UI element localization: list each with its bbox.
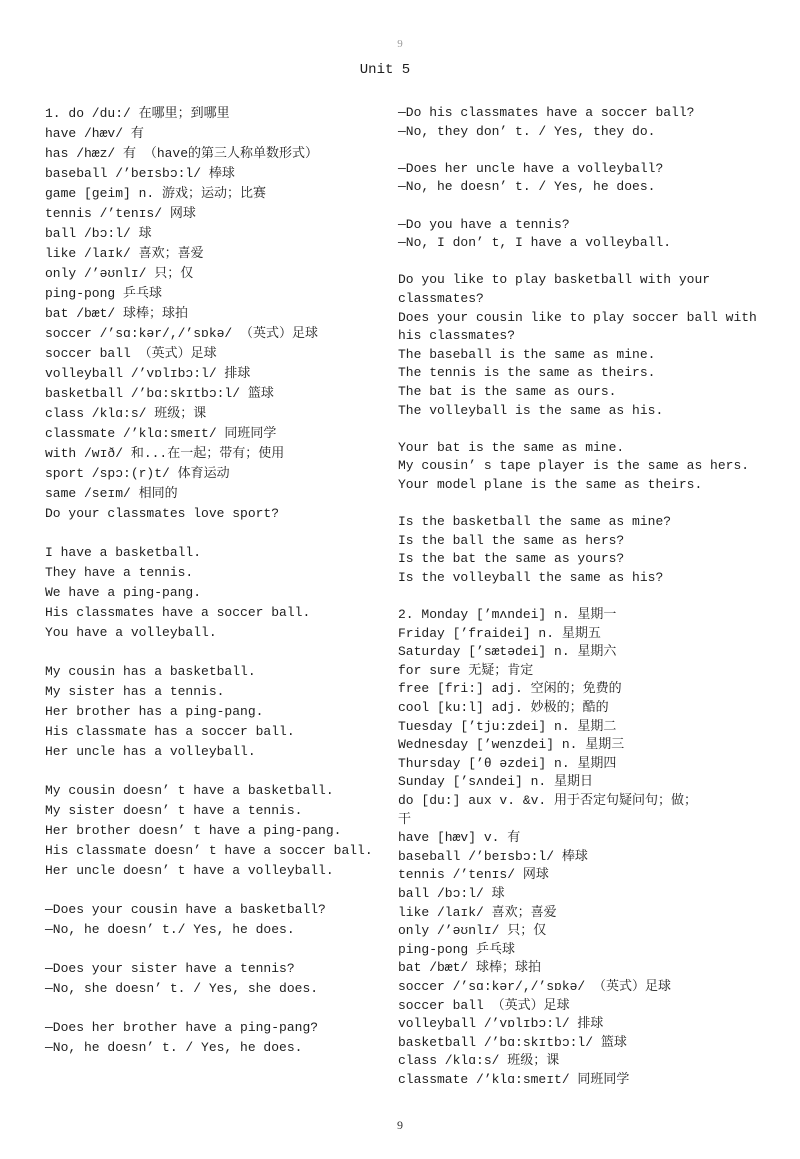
text-line: have /hæv/ 有 — [45, 126, 144, 141]
right-column — [398, 104, 757, 1089]
text-line: ping-pong 乒乓球 — [398, 941, 516, 957]
page-number-bottom: 9 — [397, 1118, 403, 1132]
text-line: Friday [’fraidei] n. 星期五 — [398, 625, 601, 641]
blank-gap — [398, 253, 738, 272]
blank-gap — [45, 762, 395, 781]
text-line: baseball /’beɪsbɔ:l/ 棒球 — [398, 848, 588, 864]
text-line: Is the ball the same as hers? — [398, 532, 625, 548]
text-line: soccer /’sɑ:kər/,/’sɒkə/ （英式）足球 — [45, 326, 319, 341]
text-line: basketball /’bɑ:skɪtbɔ:l/ 篮球 — [398, 1034, 627, 1050]
text-line: class /klɑ:s/ 班级；课 — [398, 1053, 560, 1069]
text-line: Her brother doesn’ t have a ping-pang. — [45, 823, 342, 838]
text-line: free [fri:] adj. 空闲的；免费的 — [398, 681, 622, 697]
text-line: basketball /’bɑ:skɪtbɔ:l/ 篮球 — [45, 386, 274, 401]
text-line: His classmates have a soccer ball. — [45, 605, 311, 620]
blank-gap — [398, 420, 738, 439]
text-line: soccer ball （英式）足球 — [45, 346, 217, 361]
text-line: Do your classmates love sport? — [45, 506, 280, 521]
text-line: classmates? — [398, 290, 484, 306]
text-line: class /klɑ:s/ 班级；课 — [45, 406, 207, 421]
text-line: baseball /’beɪsbɔ:l/ 棒球 — [45, 166, 235, 181]
text-line: sport /spɔ:(r)t/ 体育运动 — [45, 466, 230, 481]
text-line: I have a basketball. — [45, 545, 202, 560]
text-line: 干 — [398, 811, 412, 827]
text-line: You have a volleyball. — [45, 625, 217, 640]
page-number-top: 9 — [397, 38, 403, 50]
text-line: has /hæz/ 有 （have的第三人称单数形式） — [45, 146, 319, 161]
text-line: Tuesday [’tju:zdei] n. 星期二 — [398, 718, 617, 734]
blank-gap — [45, 881, 395, 900]
text-line: —Does your sister have a tennis? — [45, 961, 295, 976]
text-line: do [du:] aux v. &v. 用于否定句疑问句；做； — [398, 792, 698, 808]
text-line: Sunday [’sʌndei] n. 星期日 — [398, 774, 594, 790]
text-line: tennis /’tenɪs/ 网球 — [45, 206, 196, 221]
text-line: his classmates? — [398, 328, 516, 344]
text-line: —Do his classmates have a soccer ball? — [398, 105, 695, 120]
text-line: ball /bɔ:l/ 球 — [45, 226, 152, 241]
blank-gap — [398, 141, 738, 160]
text-line: like /laɪk/ 喜欢；喜爱 — [45, 246, 204, 261]
text-line: The tennis is the same as theirs. — [398, 365, 656, 381]
text-line: 2. Monday [’mʌndei] n. 星期一 — [398, 607, 617, 623]
text-line: tennis /’tenɪs/ 网球 — [398, 867, 549, 883]
blank-gap — [45, 940, 395, 959]
text-line: My sister has a tennis. — [45, 684, 225, 699]
text-line: My sister doesn’ t have a tennis. — [45, 803, 303, 818]
text-line: Your bat is the same as mine. — [398, 439, 625, 455]
text-line: ball /bɔ:l/ 球 — [398, 885, 505, 901]
text-line: for sure 无疑；肯定 — [398, 662, 534, 678]
text-line: —No, he doesn’ t./ Yes, he does. — [45, 922, 295, 937]
text-line: only /’əʊnlɪ/ 只；仅 — [45, 266, 194, 281]
text-line: Is the volleyball the same as his? — [398, 569, 664, 585]
text-line: —Does her brother have a ping-pang? — [45, 1020, 319, 1035]
text-line: They have a tennis. — [45, 565, 194, 580]
blank-gap — [398, 494, 738, 513]
text-line: —No, she doesn’ t. / Yes, she does. — [45, 981, 319, 996]
text-line: Is the basketball the same as mine? — [398, 514, 672, 530]
text-line: Wednesday [’wenzdei] n. 星期三 — [398, 737, 625, 753]
text-line: My cousin’ s tape player is the same as hers. — [398, 458, 750, 474]
text-line: soccer /’sɑ:kər/,/’sɒkə/ （英式）足球 — [398, 978, 672, 994]
text-line: My cousin doesn’ t have a basketball. — [45, 783, 334, 798]
blank-gap — [45, 643, 395, 662]
text-line: —Does your cousin have a basketball? — [45, 902, 326, 917]
text-line: Is the bat the same as yours? — [398, 551, 625, 567]
text-line: We have a ping-pang. — [45, 585, 202, 600]
text-line: Your model plane is the same as theirs. — [398, 476, 703, 492]
blank-gap — [398, 197, 738, 216]
text-line: ping-pong 乒乓球 — [45, 286, 163, 301]
text-line: Does your cousin like to play soccer ball with — [398, 309, 757, 325]
text-line: volleyball /’vɒlɪbɔ:l/ 排球 — [45, 366, 251, 381]
text-line: —No, he doesn’ t. / Yes, he does. — [398, 179, 656, 195]
text-line: —Do you have a tennis? — [398, 216, 570, 232]
text-line: Thursday [’θ əzdei] n. 星期四 — [398, 755, 617, 771]
text-line: same /seɪm/ 相同的 — [45, 486, 178, 501]
text-line: bat /bæt/ 球棒；球拍 — [45, 306, 189, 321]
text-line: His classmate doesn’ t have a soccer ball. — [45, 843, 373, 858]
unit-title: Unit 5 — [359, 62, 411, 78]
text-line: —No, I don’ t, I have a volleyball. — [398, 235, 672, 251]
left-column — [45, 104, 395, 1058]
text-line: classmate /’klɑ:smeɪt/ 同班同学 — [398, 1071, 630, 1087]
text-line: —Does her uncle have a volleyball? — [398, 160, 664, 176]
text-line: Her brother has a ping-pang. — [45, 704, 264, 719]
text-line: soccer ball （英式）足球 — [398, 997, 570, 1013]
text-line: Do you like to play basketball with your — [398, 272, 711, 288]
text-line: have [hæv] v. 有 — [398, 830, 521, 846]
text-line: The volleyball is the same as his. — [398, 402, 664, 418]
text-line: The bat is the same as ours. — [398, 383, 617, 399]
text-line: cool [ku:l] adj. 妙极的；酷的 — [398, 700, 609, 715]
blank-gap — [45, 524, 395, 543]
text-line: Her uncle doesn’ t have a volleyball. — [45, 863, 334, 878]
text-line: only /’əʊnlɪ/ 只；仅 — [398, 923, 547, 939]
text-line: bat /bæt/ 球棒；球拍 — [398, 960, 542, 976]
text-line: My cousin has a basketball. — [45, 664, 256, 679]
blank-gap — [45, 999, 395, 1018]
blank-gap — [398, 587, 738, 606]
text-line: with /wɪð/ 和...在一起；带有；使用 — [45, 446, 285, 461]
text-line: The baseball is the same as mine. — [398, 346, 656, 362]
text-line: classmate /’klɑ:smeɪt/ 同班同学 — [45, 426, 277, 441]
text-line: game [geim] n. 游戏；运动；比赛 — [45, 186, 267, 201]
text-line: volleyball /’vɒlɪbɔ:l/ 排球 — [398, 1016, 604, 1032]
text-line: like /laɪk/ 喜欢；喜爱 — [398, 904, 557, 920]
text-line: —No, they don’ t. / Yes, they do. — [398, 123, 656, 139]
text-line: —No, he doesn’ t. / Yes, he does. — [45, 1040, 303, 1055]
text-line: Saturday [’sætədei] n. 星期六 — [398, 644, 617, 660]
text-line: Her uncle has a volleyball. — [45, 744, 256, 759]
text-line: His classmate has a soccer ball. — [45, 724, 295, 739]
text-line: 1. do /du:/ 在哪里；到哪里 — [45, 106, 230, 121]
